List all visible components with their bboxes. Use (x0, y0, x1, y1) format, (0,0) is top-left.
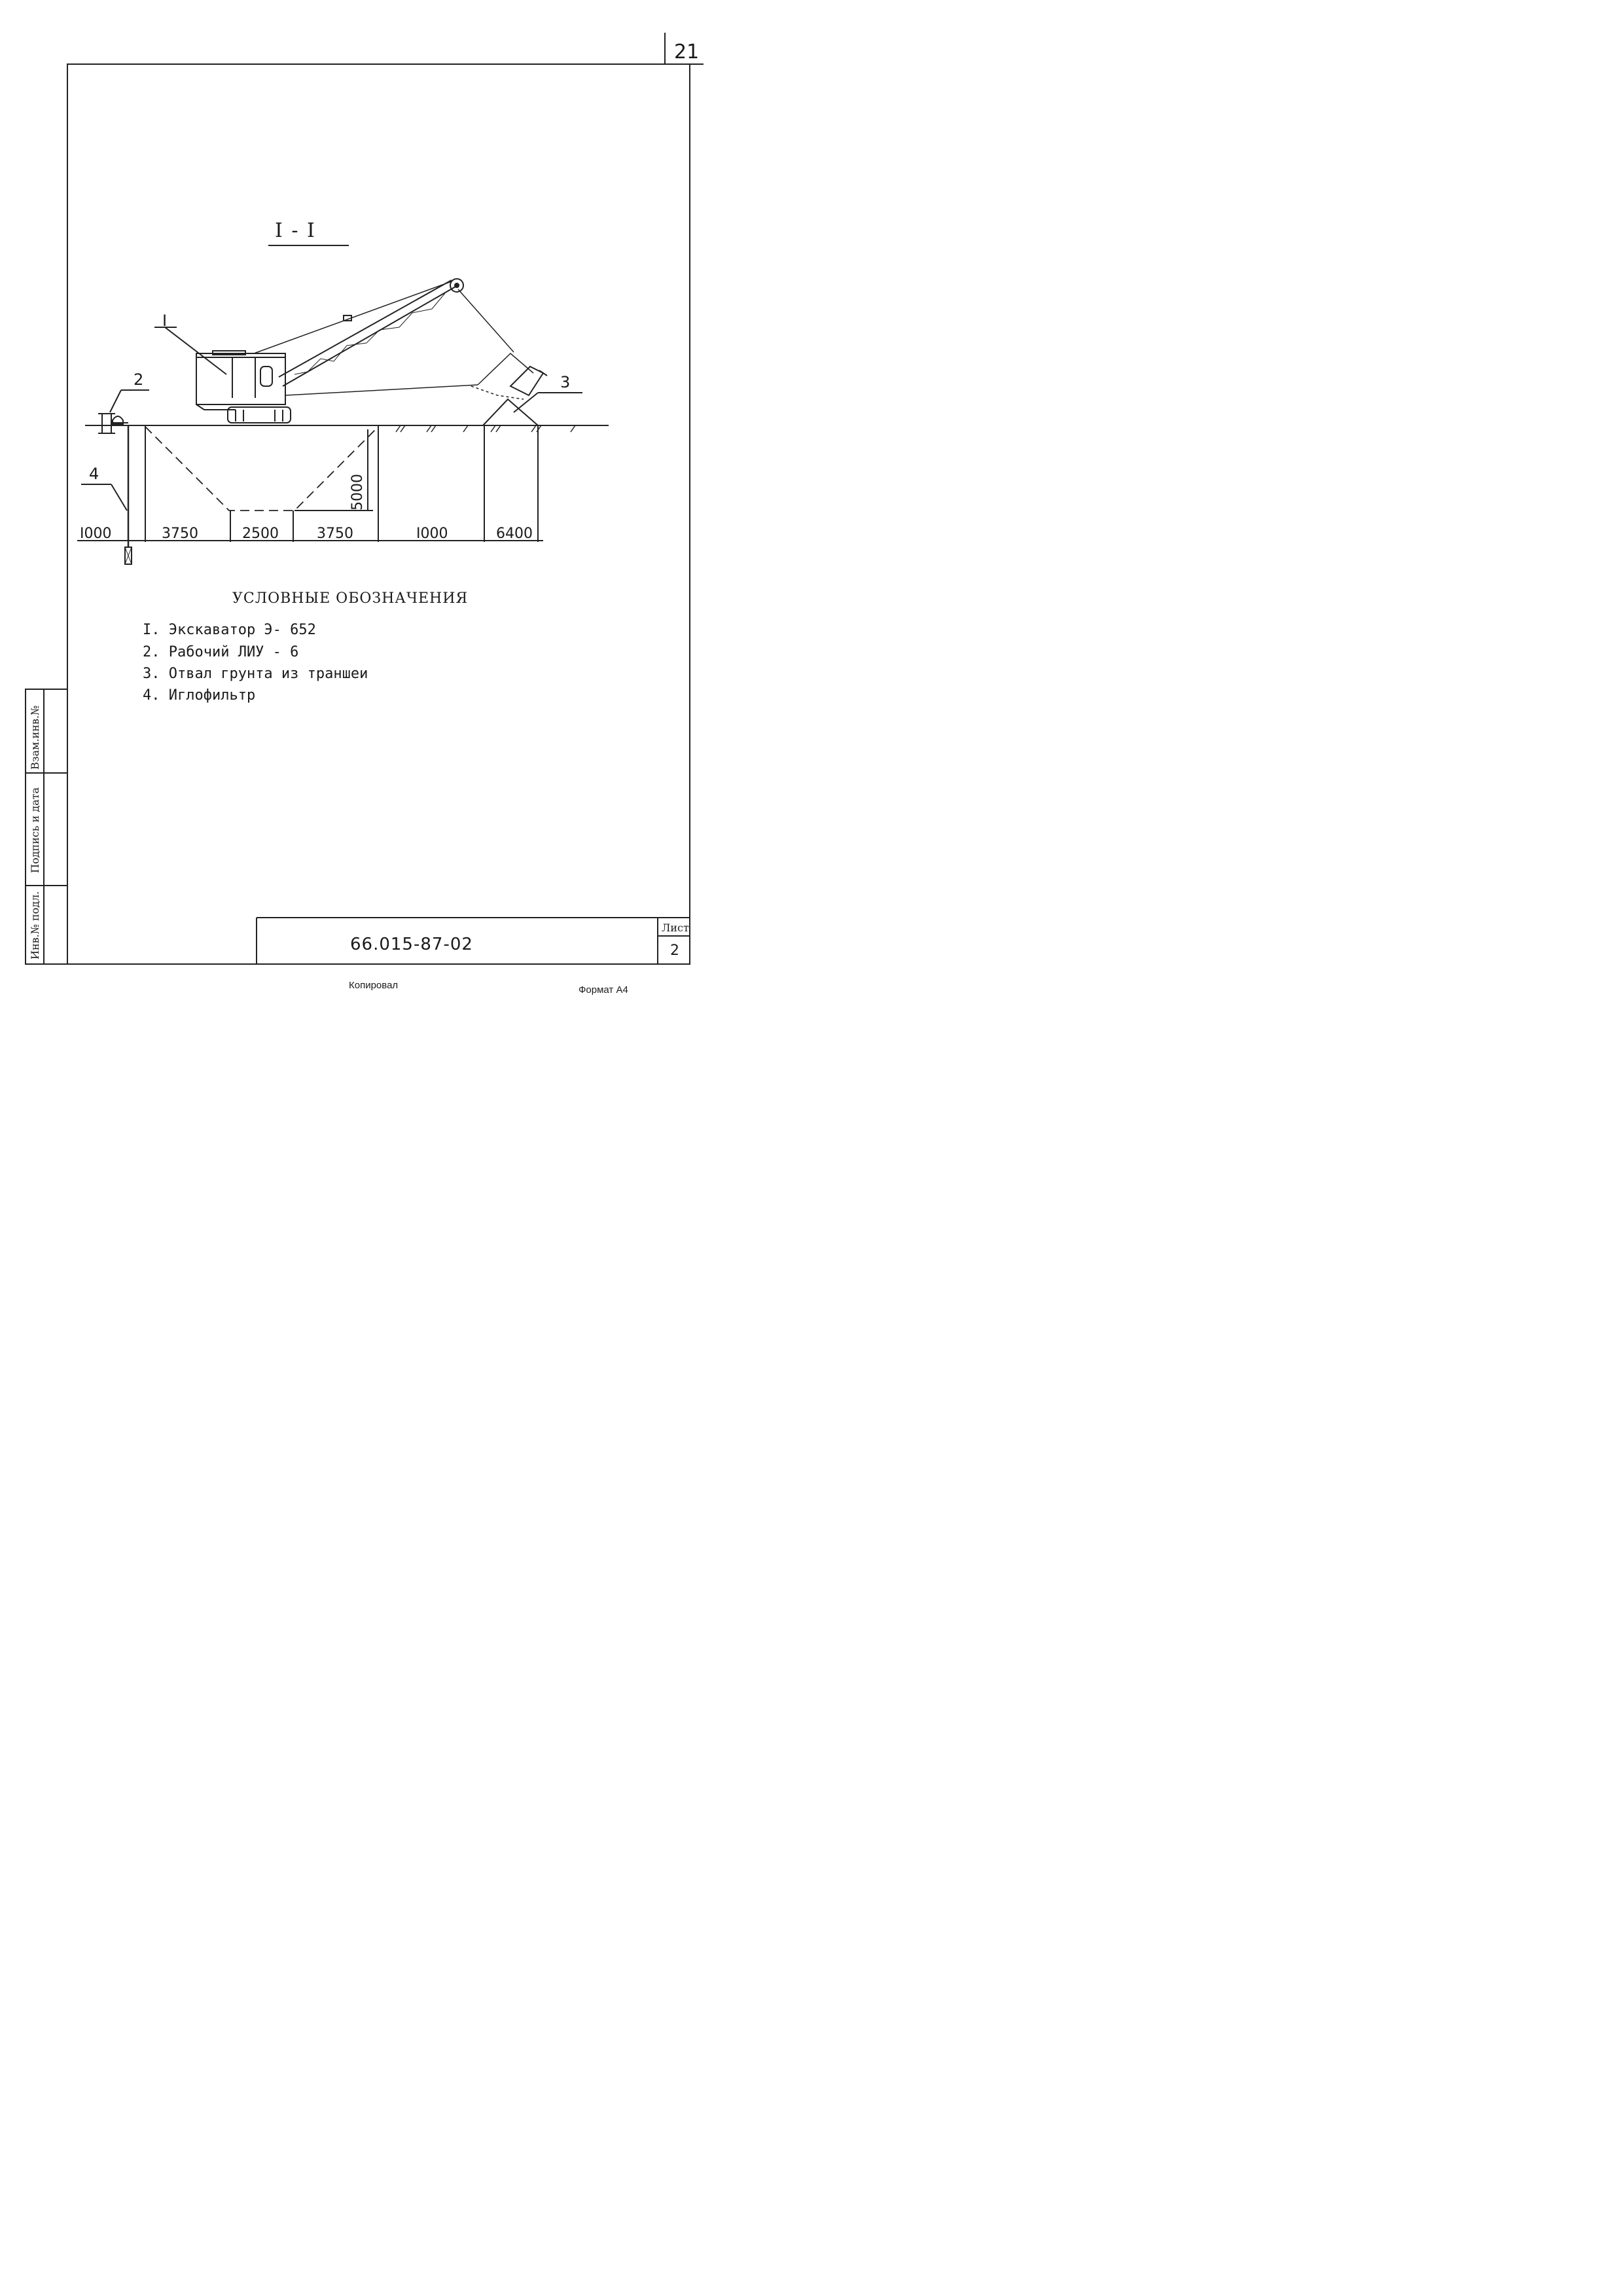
dim-5: I000 (416, 526, 448, 542)
section-title: I - I (275, 219, 316, 242)
dim-6: 6400 (496, 526, 533, 542)
legend-title: УСЛОВНЫЕ ОБОЗНАЧЕНИЯ (232, 590, 469, 607)
drag-cable (285, 385, 478, 395)
dim-4: 3750 (317, 526, 353, 542)
callout-excavator: I (162, 312, 168, 330)
dim-1: I000 (80, 526, 112, 542)
spoil-heap (483, 399, 538, 425)
sheet-label: Лист (662, 922, 689, 934)
document-code: 66.015-87-02 (350, 935, 473, 954)
dim-3: 2500 (242, 526, 279, 542)
trench-outline (145, 427, 378, 511)
ground-hatching (396, 425, 575, 432)
legend-item: 3. Отвал грунта из траншеи (143, 666, 368, 682)
stamp-field-signature: Подпись и дата (29, 787, 41, 873)
pump-unit (102, 414, 111, 433)
sheet-value: 2 (670, 942, 679, 959)
sheet-number: 21 (674, 41, 700, 63)
dim-2: 3750 (162, 526, 198, 542)
callout-worker: 2 (134, 370, 144, 389)
callout-spoil: 3 (560, 373, 571, 391)
legend-item: I. Экскаватор Э- 652 (143, 622, 316, 638)
callout-wellpoint: 4 (89, 465, 99, 483)
legend-item: 4. Иглофильтр (143, 687, 256, 704)
boom-upper (279, 280, 452, 377)
dragline-bucket (510, 367, 543, 395)
stamp-field-replacement: Взам.инв.№ (29, 705, 41, 770)
footer-format: Формат А4 (579, 984, 628, 996)
legend-item: 2. Рабочий ЛИУ - 6 (143, 644, 299, 660)
depth-dimension: 5000 (349, 474, 366, 511)
excavator-tracks (228, 407, 291, 423)
boom-lower (283, 287, 455, 386)
stamp-field-inventory: Инв.№ подл. (29, 891, 41, 960)
hoist-cable (458, 289, 514, 352)
boom-cable (254, 281, 452, 353)
footer-copied: Копировал (349, 980, 399, 991)
